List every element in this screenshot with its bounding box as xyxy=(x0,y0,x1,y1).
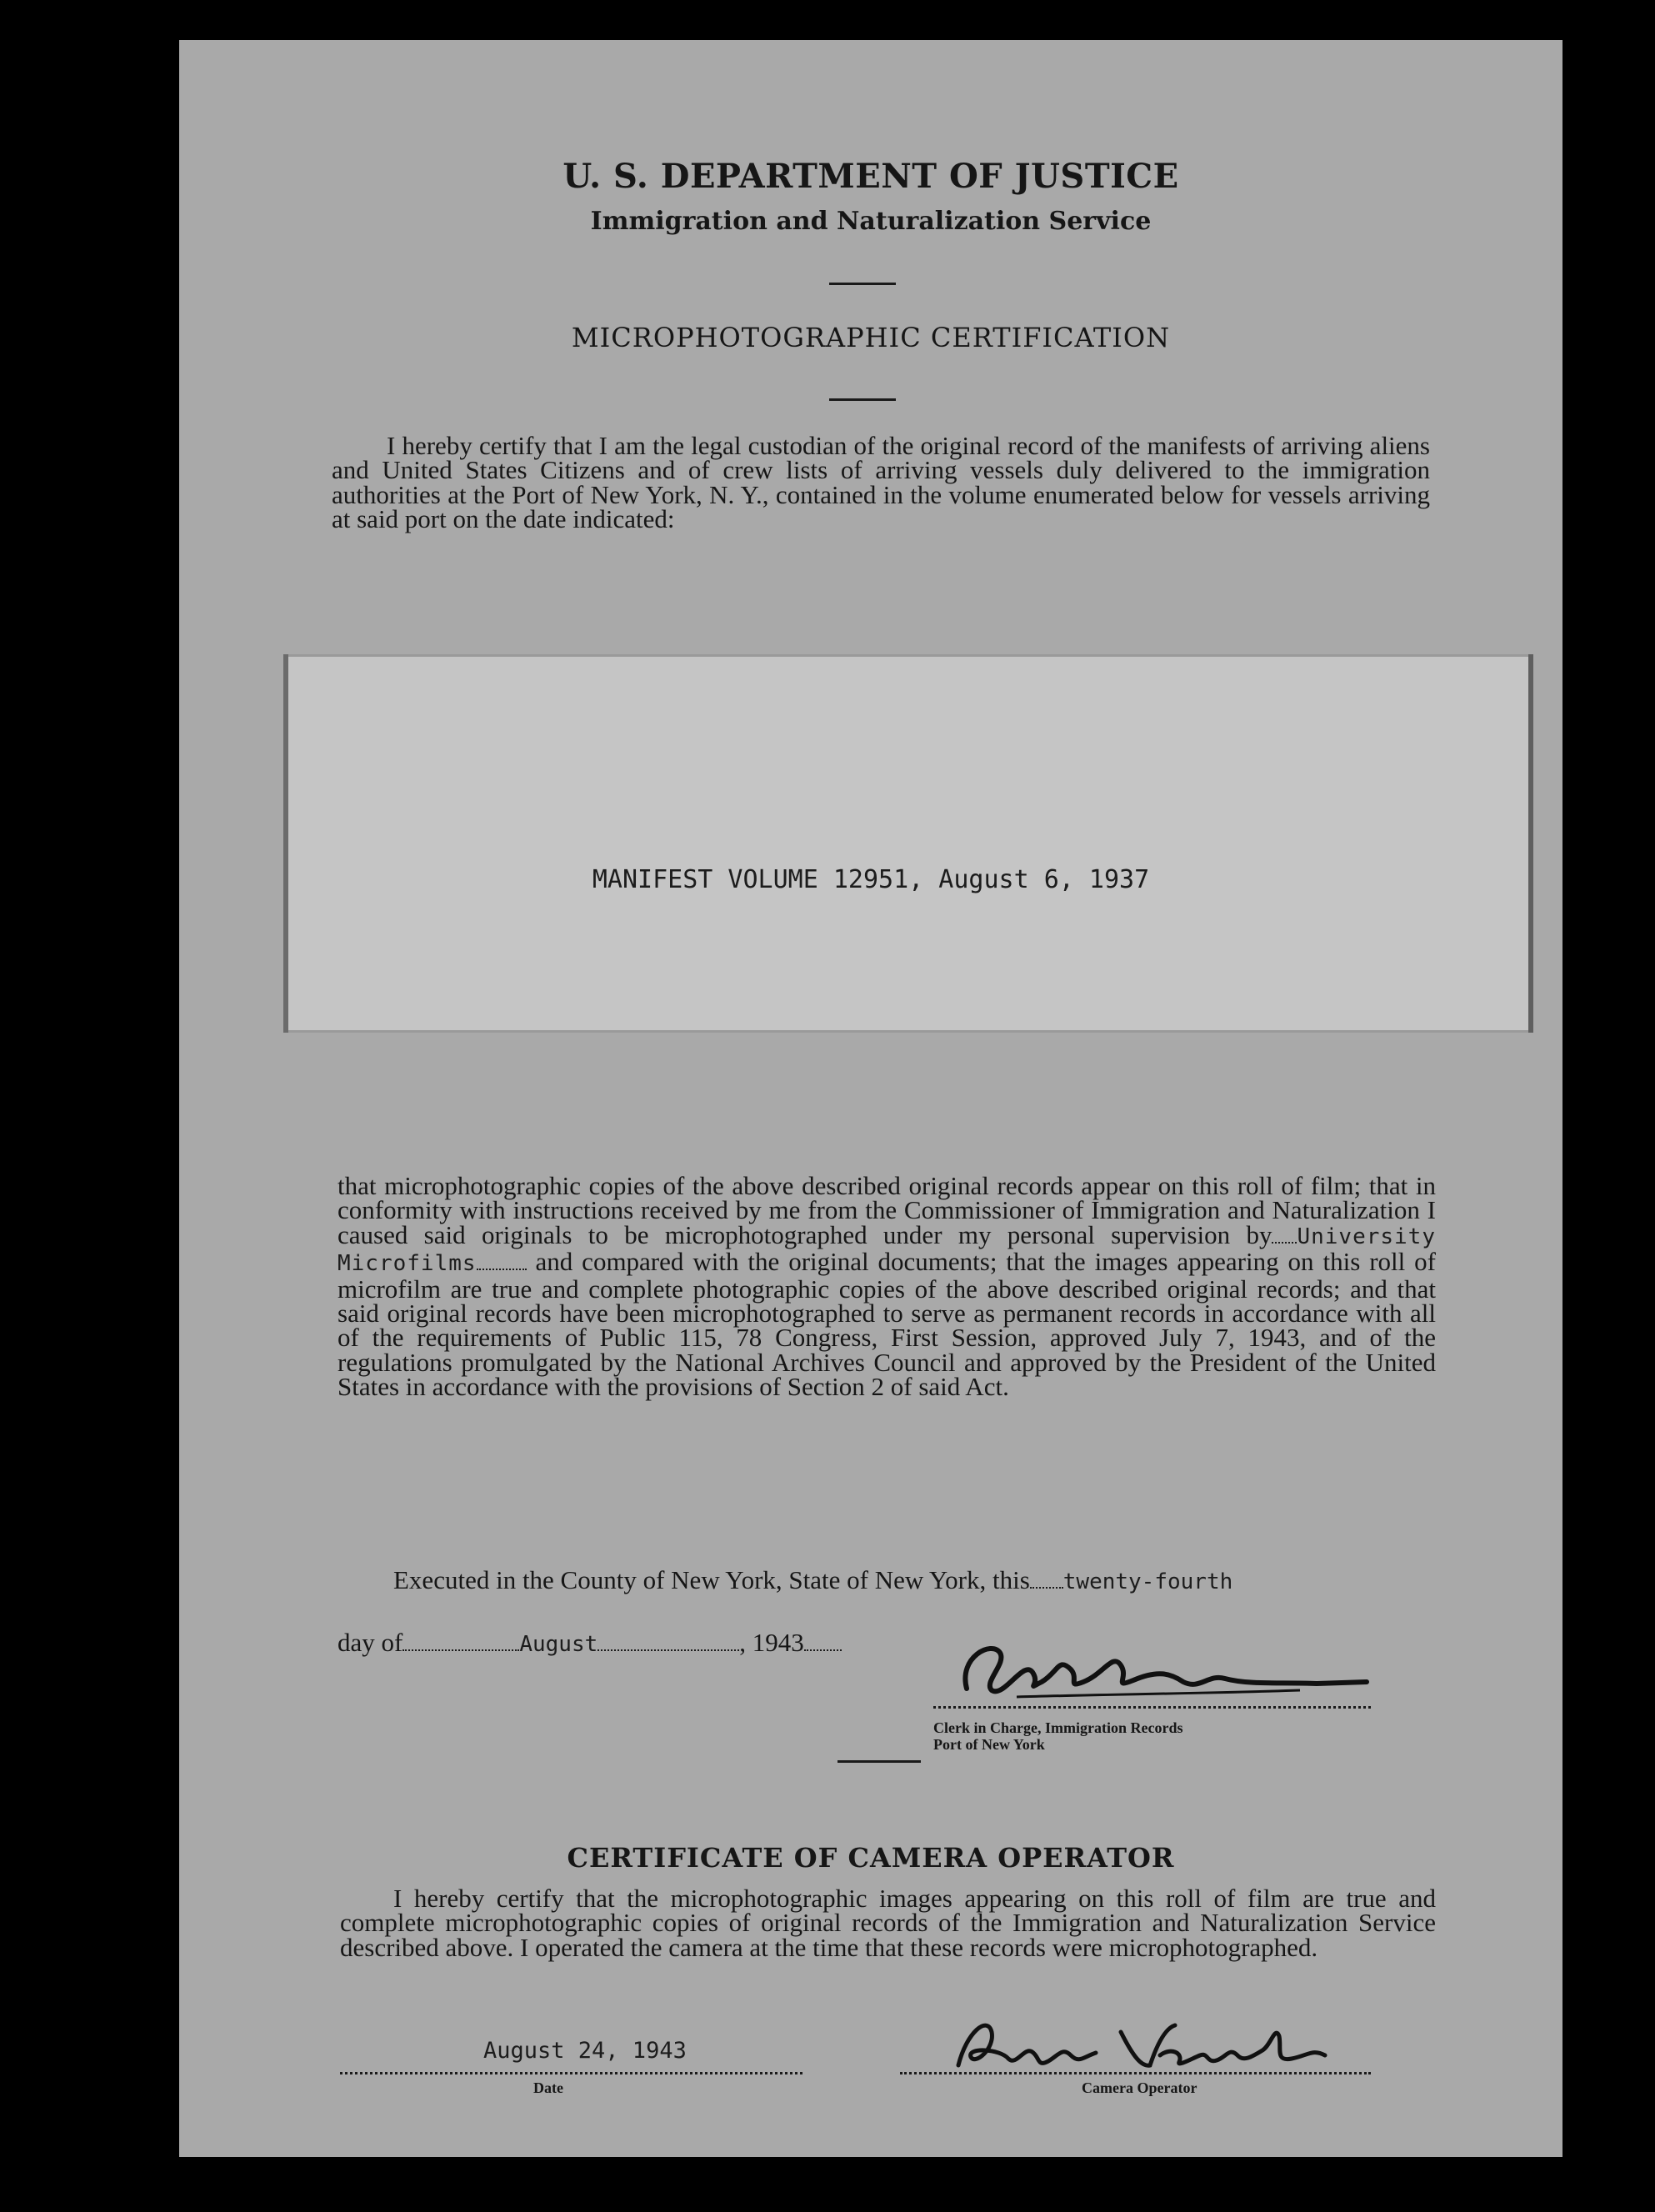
clerk-signature-line xyxy=(933,1706,1371,1709)
custodian-paragraph: I hereby certify that I am the legal custodian of the original record of the manifests of arriving aliens and United States Citizens and of crew lists of arriving vessels duly delivered to the immigration authorities at the Port of New York, N. Y., contained in the volume enumerated below for vessels arriving at said port on the date indicated: xyxy=(332,431,1430,534)
manifest-volume-entry: MANIFEST VOLUME 12951, August 6, 1937 xyxy=(592,865,1150,894)
dotted-leader xyxy=(477,1269,527,1270)
clerk-signature xyxy=(933,1624,1400,1715)
certification-title: MICROPHOTOGRAPHIC CERTIFICATION xyxy=(571,322,1171,353)
certification-date: August 24, 1943 xyxy=(483,2038,687,2064)
clerk-title: Clerk in Charge, Immigration Records xyxy=(933,1719,1183,1736)
execution-line xyxy=(393,1565,1232,1595)
dotted-leader xyxy=(402,1649,519,1651)
execution-year: , 1943 xyxy=(739,1628,804,1657)
dotted-leader xyxy=(1272,1242,1297,1244)
conformity-text-after: and compared with the original documents; that the images appearing on this roll of microfilm are true and complete photographic copies of the above described original records; and that said original records have been microphotographed to serve as permanent records in accordance with all of the requirements of Public 115, 78 Congress, First Session, approved July 7, 1943, and of the regulations promulgated by the National Archives Council and approved by the President of the United States in accordance with the provisions of Section 2 of said Act. xyxy=(338,1247,1436,1402)
camera-operator-paragraph: I hereby certify that the microphotographic images appearing on this roll of film are true and complete microphotographic copies of original records of the Immigration and Naturalization Service described above. I operated the camera at the time that these records were microphotographed. xyxy=(340,1884,1436,1962)
record-insert-panel xyxy=(283,654,1533,1033)
execution-day: twenty-fourth xyxy=(1062,1569,1233,1594)
clerk-location: Port of New York xyxy=(933,1736,1045,1753)
certificate-sheet xyxy=(179,40,1562,2157)
dotted-leader xyxy=(598,1649,739,1651)
execution-month: August xyxy=(519,1632,598,1657)
divider xyxy=(829,283,896,285)
vendor-name: University Microfilms xyxy=(338,1224,1436,1277)
operator-line xyxy=(900,2072,1371,2074)
service-subheading: Immigration and Naturalization Service xyxy=(590,207,1152,236)
camera-operator-heading: CERTIFICATE OF CAMERA OPERATOR xyxy=(567,1842,1175,1874)
conformity-text-before: that microphotographic copies of the above described original records appear on this roll of film; that in conformity with instructions received by me from the Commissioner of Immigration and Naturalization I caused said originals to be microphotographed under my personal supervision by xyxy=(338,1171,1436,1249)
day-of-label: day of xyxy=(338,1628,403,1657)
divider xyxy=(829,398,896,401)
execution-prefix: Executed in the County of New York, State of New York, this xyxy=(393,1565,1030,1594)
date-label: Date xyxy=(533,2079,563,2096)
divider xyxy=(838,1760,921,1763)
operator-label: Camera Operator xyxy=(1082,2079,1198,2096)
dotted-leader xyxy=(1030,1587,1063,1589)
dotted-leader xyxy=(804,1649,842,1651)
conformity-paragraph xyxy=(338,1171,1436,1402)
day-of-line xyxy=(338,1628,842,1658)
date-line xyxy=(340,2072,802,2074)
camera-operator-signature xyxy=(942,2007,1375,2082)
agency-heading: U. S. DEPARTMENT OF JUSTICE xyxy=(562,157,1179,196)
